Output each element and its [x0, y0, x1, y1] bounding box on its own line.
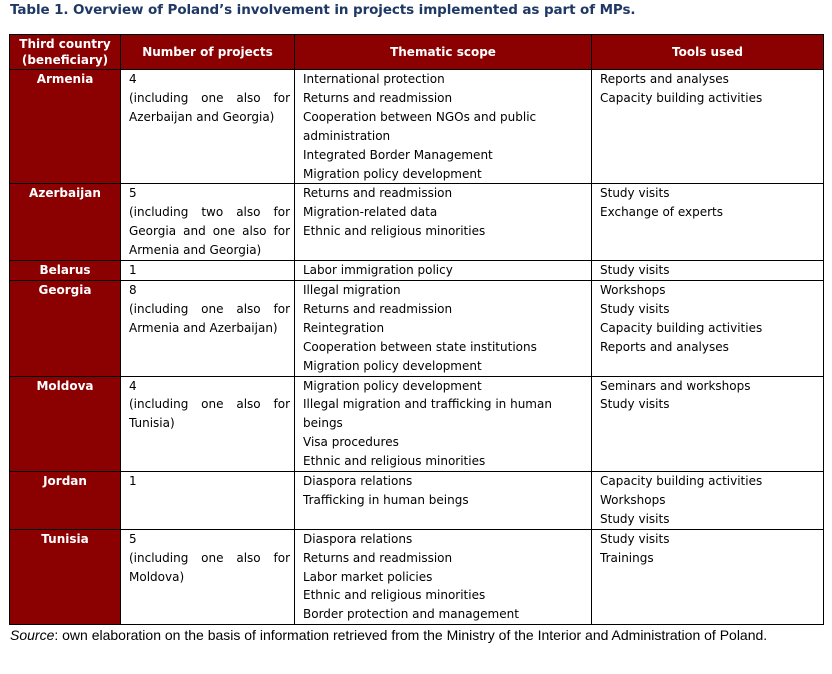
country-cell: Belarus [10, 261, 121, 281]
scope-item: Returns and readmission [303, 550, 453, 565]
tools-used-cell [592, 184, 824, 261]
projects-note: (including one also for Tunisia) [129, 397, 290, 431]
scope-item: Visa procedures [303, 435, 399, 450]
scope-item: Ethnic and religious minorities [303, 454, 486, 469]
projects-count: 5 [129, 186, 137, 201]
country-cell: Jordan [10, 472, 121, 530]
scope-item: Ethnic and religious minorities [303, 588, 486, 603]
projects-cell [121, 376, 295, 472]
scope-item: Migration policy development [303, 358, 482, 373]
thematic-scope-cell [295, 280, 592, 376]
scope-item: Reintegration [303, 320, 385, 335]
table-caption: Table 1. Overview of Poland’s involvement in projects implemented as part of MPs. [10, 2, 636, 18]
thematic-scope-cell [295, 184, 592, 261]
table-row [10, 261, 824, 281]
country-cell: Tunisia [10, 529, 121, 625]
projects-count: 5 [129, 531, 137, 546]
tool-item: Trainings [600, 550, 654, 565]
tools-used-cell [592, 529, 824, 625]
tool-item: Study visits [600, 397, 670, 412]
source-note [10, 625, 825, 645]
tools-used-cell [592, 280, 824, 376]
tool-item: Study visits [600, 531, 670, 546]
scope-item: Integrated Border Management [303, 147, 493, 162]
table-header-row [10, 35, 824, 70]
header-country-line1: Third country [19, 36, 111, 51]
tool-item: Study visits [600, 301, 670, 316]
tool-item: Reports and analyses [600, 72, 729, 86]
header-thematic-scope: Thematic scope [295, 35, 592, 70]
table-row [10, 376, 824, 472]
thematic-scope-cell [295, 472, 592, 530]
projects-note: (including one also for Armenia and Azerbaijan) [129, 301, 290, 335]
scope-item: Cooperation between state institutions [303, 339, 537, 354]
scope-item: Ethnic and religious minorities [303, 224, 486, 239]
scope-item: Border protection and management [303, 607, 519, 622]
scope-item: Cooperation between NGOs and public administration [303, 109, 537, 143]
projects-note: (including two also for Georgia and one also for Armenia and Georgia) [129, 205, 290, 258]
scope-item: Labor immigration policy [303, 263, 453, 278]
projects-count: 1 [129, 474, 137, 489]
source-label: Source [10, 627, 55, 643]
country-cell: Georgia [10, 280, 121, 376]
scope-item: Returns and readmission [303, 90, 453, 105]
table-row [10, 280, 824, 376]
table-row [10, 70, 824, 184]
tool-item: Study visits [600, 186, 670, 201]
scope-item: Trafficking in human beings [303, 492, 469, 507]
tools-used-cell [592, 376, 824, 472]
projects-count: 4 [129, 378, 137, 393]
projects-cell [121, 70, 295, 184]
tool-item: Capacity building activities [600, 320, 763, 335]
projects-cell [121, 184, 295, 261]
table-row [10, 472, 824, 530]
projects-count: 4 [129, 72, 137, 86]
projects-cell [121, 529, 295, 625]
scope-item: Labor market policies [303, 569, 433, 584]
scope-item: Diaspora relations [303, 531, 413, 546]
table-row [10, 184, 824, 261]
projects-table [9, 34, 824, 625]
tool-item: Workshops [600, 282, 666, 297]
projects-count: 1 [129, 263, 137, 278]
projects-cell [121, 472, 295, 530]
tool-item: Workshops [600, 492, 666, 507]
tool-item: Study visits [600, 511, 670, 526]
projects-count: 8 [129, 282, 137, 297]
projects-cell [121, 261, 295, 281]
scope-item: Returns and readmission [303, 301, 453, 316]
country-cell: Armenia [10, 70, 121, 184]
tool-item: Exchange of experts [600, 205, 723, 220]
scope-item: Diaspora relations [303, 474, 413, 489]
country-cell: Moldova [10, 376, 121, 472]
tools-used-cell [592, 261, 824, 281]
tool-item: Capacity building activities [600, 474, 763, 489]
tool-item: Seminars and workshops [600, 378, 751, 393]
thematic-scope-cell [295, 70, 592, 184]
table-row [10, 529, 824, 625]
header-number-of-projects: Number of projects [121, 35, 295, 70]
country-cell: Azerbaijan [10, 184, 121, 261]
scope-item: Returns and readmission [303, 186, 453, 201]
header-country-line2: (beneficiary) [21, 53, 109, 67]
tool-item: Reports and analyses [600, 339, 729, 354]
projects-cell [121, 280, 295, 376]
scope-item: Illegal migration [303, 282, 401, 297]
scope-item: Migration-related data [303, 205, 438, 220]
tool-item: Study visits [600, 263, 670, 278]
header-tools-used: Tools used [592, 35, 824, 70]
tools-used-cell [592, 70, 824, 184]
scope-item: Migration policy development [303, 378, 482, 393]
table-body [10, 70, 824, 625]
scope-item: International protection [303, 72, 445, 86]
header-third-country [10, 35, 121, 70]
projects-note: (including one also for Azerbaijan and Georgia) [129, 90, 290, 124]
thematic-scope-cell [295, 261, 592, 281]
tool-item: Capacity building activities [600, 90, 763, 105]
thematic-scope-cell [295, 376, 592, 472]
scope-item: Illegal migration and trafficking in human beings [303, 397, 552, 431]
thematic-scope-cell [295, 529, 592, 625]
scope-item: Migration policy development [303, 166, 482, 181]
projects-note: (including one also for Moldova) [129, 550, 290, 584]
tools-used-cell [592, 472, 824, 530]
source-text: : own elaboration on the basis of information retrieved from the Ministry of the Interior and Administration of Poland. [54, 627, 768, 643]
